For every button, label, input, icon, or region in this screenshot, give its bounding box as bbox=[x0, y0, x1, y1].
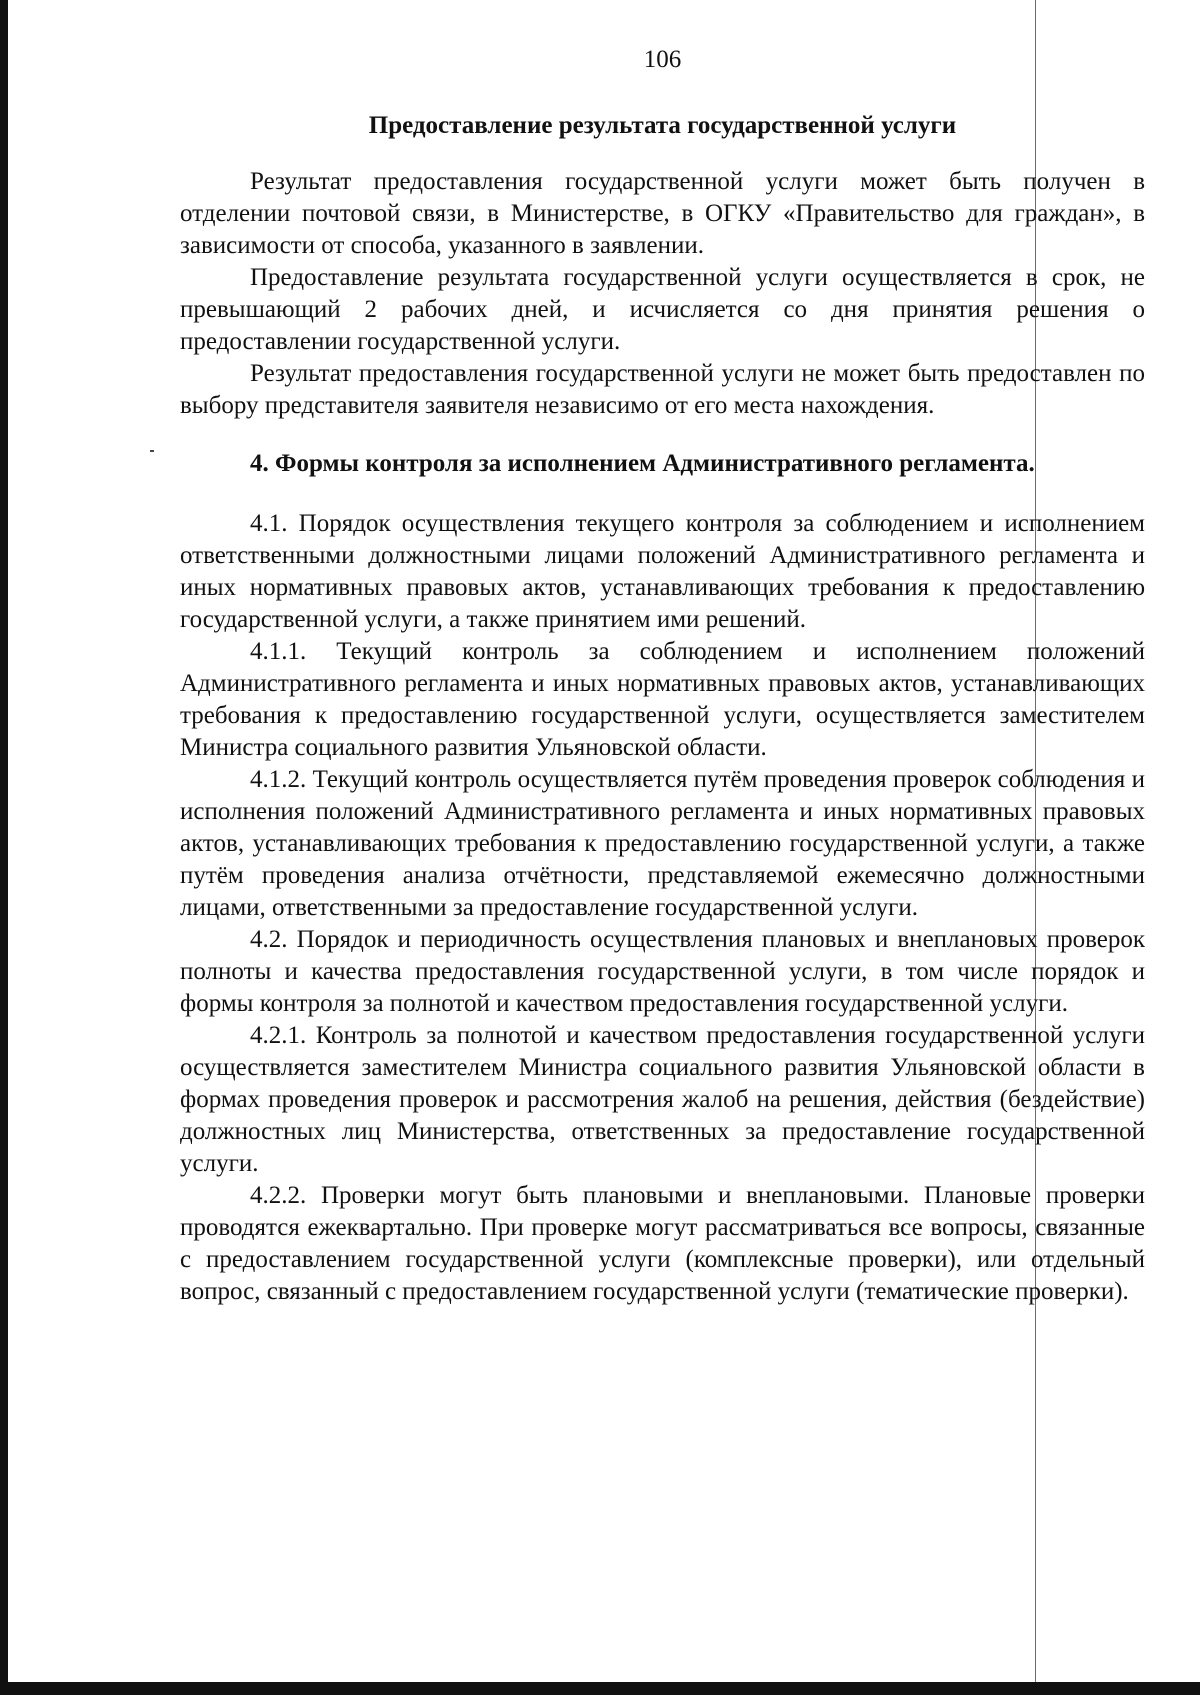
paragraph: Результат предоставления государственной услуги не может быть предоставлен по выбору представителя заявителя независимо от его места нахождения. bbox=[180, 360, 1145, 419]
section-heading-control-forms: 4. Формы контроля за исполнением Административного регламента. bbox=[250, 450, 1035, 477]
paragraph: 4.2. Порядок и периодичность осуществления плановых и внеплановых проверок полноты и качества предоставления государственной услуги, в том числе порядок и формы контроля за полнотой и качеством предоставления государственной услуги. bbox=[180, 926, 1145, 1017]
scan-border-bottom bbox=[0, 1682, 1200, 1695]
section-heading-result-delivery: Предоставление результата государственной услуги bbox=[368, 112, 957, 139]
page-number: 106 bbox=[643, 46, 682, 73]
paragraph: Предоставление результата государственной услуги осуществляется в срок, не превышающий 2 рабочих дней, и исчисляется со дня принятия решения о предоставлении государственной услуги. bbox=[180, 264, 1145, 355]
paragraph: 4.2.2. Проверки могут быть плановыми и внеплановыми. Плановые проверки проводятся ежеквартально. При проверке могут рассматриваться все вопросы, связанные с предоставлением государственной услуги (комплексные проверки), или отдельный вопрос, связанный с предоставлением государственной услуги (тематические проверки). bbox=[180, 1182, 1145, 1305]
page-content bbox=[180, 40, 1145, 1308]
scan-border-left bbox=[0, 0, 8, 1695]
paragraph: 4.1. Порядок осуществления текущего контроля за соблюдением и исполнением ответственными должностными лицами положений Административного регламента и иных нормативных правовых актов, устанавливающих требования к предоставлению государственной услуги, а также принятием ими решений. bbox=[180, 510, 1145, 633]
paragraph: Результат предоставления государственной услуги может быть получен в отделении почтовой связи, в Министерстве, в ОГКУ «Правительство для граждан», в зависимости от способа, указанного в заявлении. bbox=[180, 168, 1145, 259]
paragraph: 4.1.1. Текущий контроль за соблюдением и исполнением положений Административного регламента и иных нормативных правовых актов, устанавливающих требования к предоставлению государственной услуги, осуществляется заместителем Министра социального развития Ульяновской области. bbox=[180, 638, 1145, 761]
paragraph: 4.2.1. Контроль за полнотой и качеством предоставления государственной услуги осуществляется заместителем Министра социального развития Ульяновской области в формах проведения проверок и рассмотрения жалоб на решения, действия (бездействие) должностных лиц Министерства, ответственных за предоставление государственной услуги. bbox=[180, 1022, 1145, 1177]
paragraph: 4.1.2. Текущий контроль осуществляется путём проведения проверок соблюдения и исполнения положений Административного регламента и иных нормативных правовых актов, устанавливающих требования к предоставлению государственной услуги, а также путём проведения анализа отчётности, представляемой ежемесячно должностными лицами, ответственными за предоставление государственной услуги. bbox=[180, 766, 1145, 921]
scan-speck bbox=[150, 450, 154, 452]
